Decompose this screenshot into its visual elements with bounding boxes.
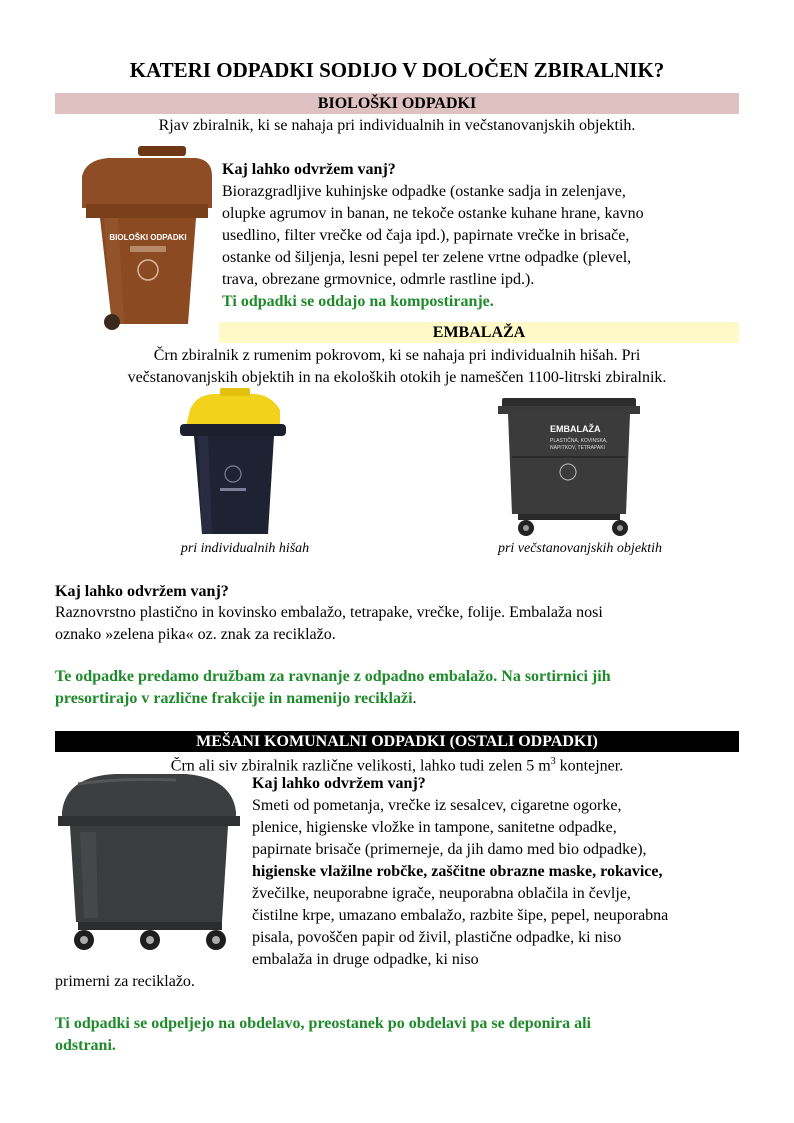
- grey-container-image: [56, 772, 240, 956]
- bio-question: Kaj lahko odvržem vanj?: [222, 161, 396, 178]
- bio-section-header: BIOLOŠKI ODPADKI: [55, 93, 739, 114]
- mes-bold-line: higienske vlažilne robčke, zaščitne obrazne maske, rokavice,: [252, 863, 663, 880]
- bio-line: ostanke od šiljenja, lesni pepel ter zelene vrtne odpadke (plevel,: [222, 249, 632, 266]
- mes-line: plenice, higienske vložke in tampone, sanitetne odpadke,: [252, 819, 617, 836]
- bio-note: Ti odpadki se oddajo na kompostiranje.: [222, 293, 494, 310]
- mes-line: pisala, povoščen papir od živil, plastične odpadke, ki niso: [252, 929, 622, 946]
- mes-line: embalaža in druge odpadke, ki niso: [252, 951, 479, 968]
- yellow-lid-bin-image: [176, 388, 290, 538]
- mes-question: Kaj lahko odvržem vanj?: [252, 775, 426, 792]
- mes-note: Ti odpadki se odpeljejo na obdelavo, preostanek po obdelavi pa se deponira ali: [55, 1015, 591, 1032]
- mes-line: papirnate brisače (primerneje, da jih damo med bio odpadke),: [252, 841, 647, 858]
- brown-bin-label: BIOLOŠKI ODPADKI: [109, 233, 187, 242]
- mes-line: čistilne krpe, umazano embalažo, razbite šipe, pepel, neuporabna: [252, 907, 669, 924]
- page-title: KATERI ODPADKI SODIJO V DOLOČEN ZBIRALNIK?: [129, 58, 665, 82]
- mes-line: žvečilke, neuporabne igrače, neuporabna oblačila in čevlje,: [252, 885, 631, 902]
- emb-line: oznako »zelena pika« oz. znak za reciklažo.: [55, 626, 336, 643]
- packaging-container-sublabel: PLASTIČNA, KOVINSKA,: [550, 438, 608, 444]
- caption-multi-dwelling: pri večstanovanjskih objektih: [497, 541, 663, 556]
- mes-line: Smeti od pometanja, vrečke iz sesalcev, cigaretne ogorke,: [252, 797, 622, 814]
- bio-subtitle: Rjav zbiralnik, ki se nahaja pri individualnih in večstanovanjskih objektih.: [158, 117, 636, 134]
- mes-note-2: odstrani.: [55, 1037, 116, 1054]
- emb-subtitle-1: Črn zbiralnik z rumenim pokrovom, ki se nahaja pri individualnih hišah. Pri: [153, 347, 641, 364]
- bio-line: trava, obrezane grmovnice, odmrle rastline ipd.).: [222, 271, 535, 288]
- caption-individual: pri individualnih hišah: [180, 541, 310, 556]
- mes-subtitle: Črn ali siv zbiralnik različne velikosti, lahko tudi zelen 5 $m^3$ kontejner.: [170, 756, 624, 775]
- bio-line: Biorazgradljive kuhinjske odpadke (ostanke sadja in zelenjave,: [222, 183, 626, 200]
- packaging-container-sublabel: NAPITKOV, TETRAPAKI: [550, 445, 605, 451]
- emb-note-2: presortirajo v različne frakcije in namenijo reciklaži.: [55, 690, 417, 707]
- brown-bin-image: [78, 146, 216, 330]
- mes-last-line: primerni za reciklažo.: [55, 973, 195, 990]
- emb-section-header: EMBALAŽA: [219, 322, 739, 343]
- packaging-container-image: [498, 396, 640, 538]
- mes-section-header: MEŠANI KOMUNALNI ODPADKI (OSTALI ODPADKI): [55, 731, 739, 752]
- bio-line: olupke agrumov in banan, ne tekoče ostanke kuhane hrane, kavno: [222, 205, 644, 222]
- bio-line: usedlino, filter vrečke od čaja ipd.), papirnate vrečke in brisače,: [222, 227, 630, 244]
- packaging-container-label: EMBALAŽA: [550, 424, 601, 434]
- emb-question: Kaj lahko odvržem vanj?: [55, 583, 229, 600]
- emb-note: Te odpadke predamo družbam za ravnanje z odpadno embalažo. Na sortirnici jih: [55, 668, 611, 685]
- emb-line: Raznovrstno plastično in kovinsko embalažo, tetrapake, vrečke, folije. Embalaža nosi: [55, 604, 603, 621]
- emb-subtitle-2: večstanovanjskih objektih in na ekoloških otokih je nameščen 1100-litrski zbiralnik.: [127, 369, 667, 386]
